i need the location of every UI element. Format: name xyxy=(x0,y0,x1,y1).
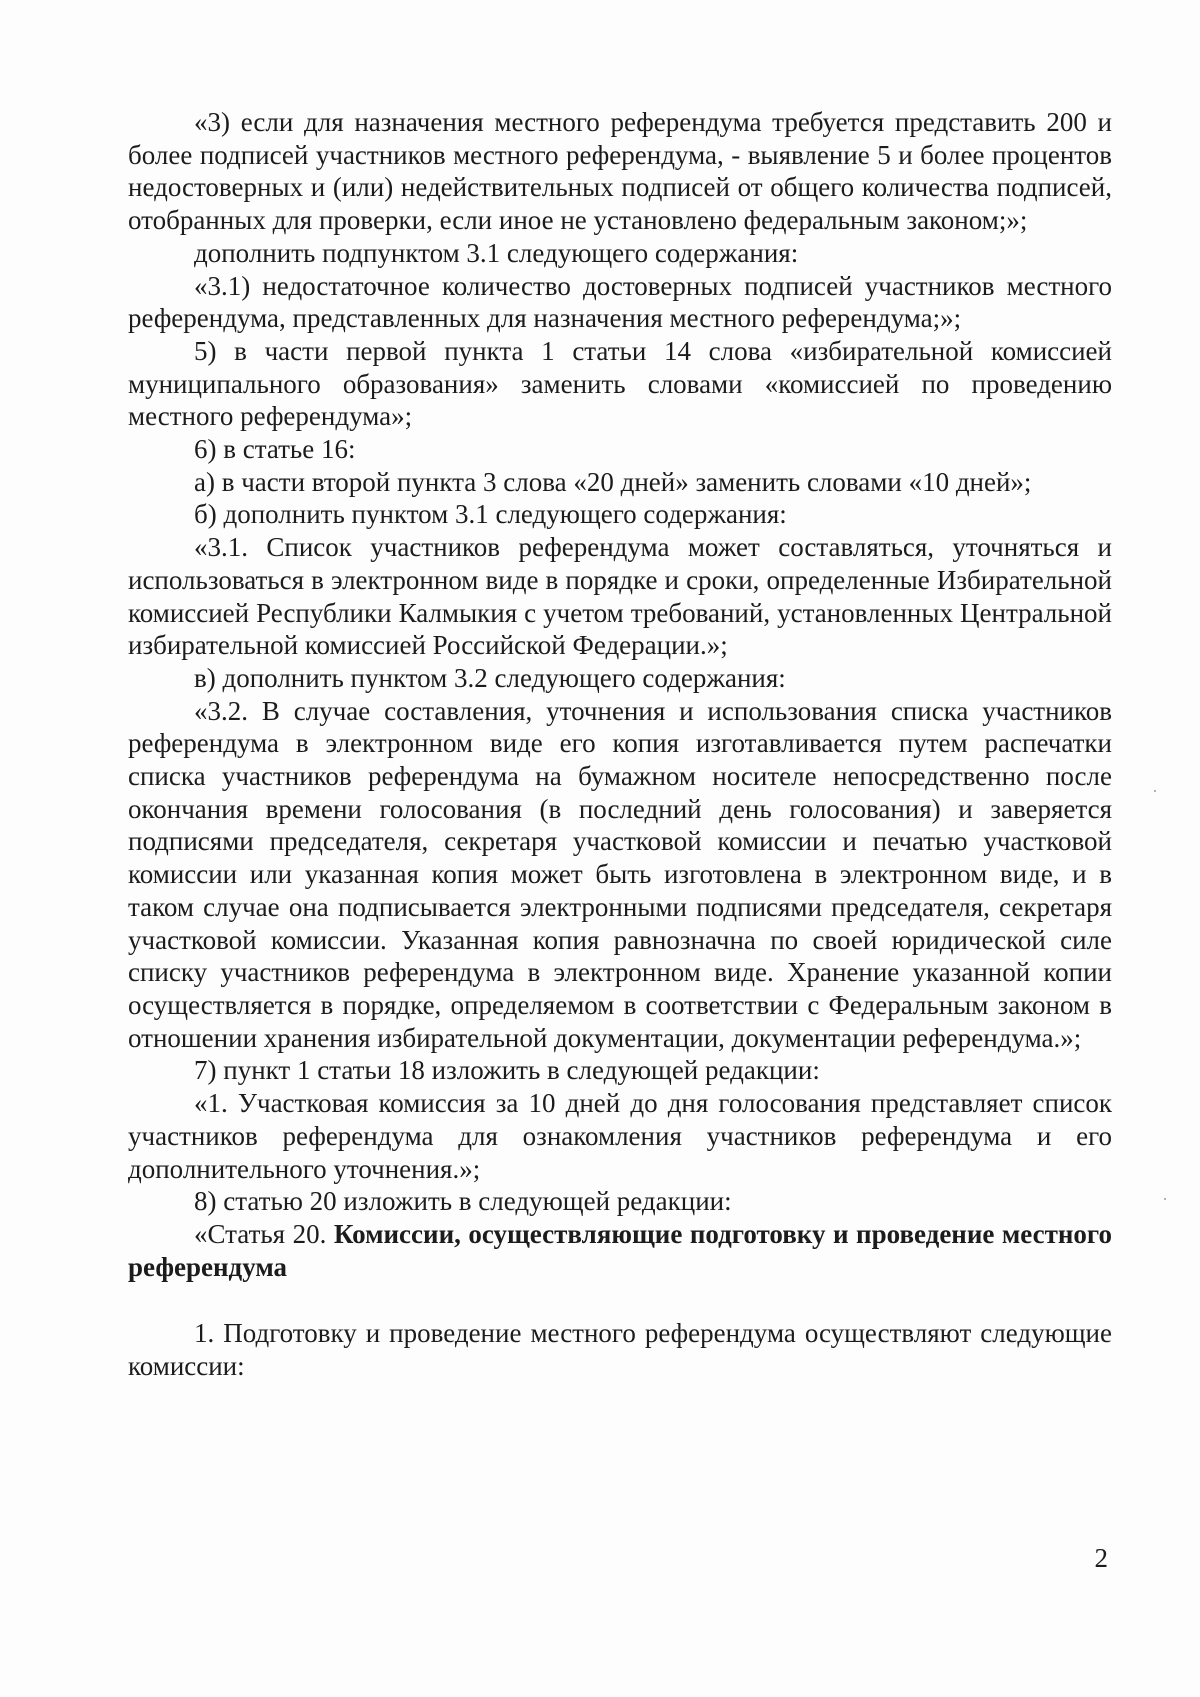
scan-speck xyxy=(1154,790,1156,792)
paragraph-item-6: 6) в статье 16: xyxy=(194,434,356,465)
paragraph-item-7: 7) пункт 1 статьи 18 изложить в следующей редакции: xyxy=(194,1055,820,1086)
scan-speck xyxy=(1164,1198,1166,1200)
article-prefix: «Статья 20. xyxy=(194,1218,334,1249)
paragraph-item-6a: а) в части второй пункта 3 слова «20 дней» заменить словами «10 дней»; xyxy=(194,466,1032,497)
paragraph-item-6v: в) дополнить пунктом 3.2 следующего содержания: xyxy=(194,662,786,693)
paragraph-supplement-3-1: дополнить подпунктом 3.1 следующего содержания: xyxy=(194,237,799,268)
paragraph-item-3: «3) если для назначения местного референдума требуется представить 200 и более подписей участников местного референдума, - выявление 5 и более процентов недостоверных и (или) недействительных подписей от общего количества подписей, отобранных для проверки, если иное не установлено федеральным законом;»; xyxy=(128,107,1112,236)
article-heading xyxy=(128,1218,1112,1283)
page-number: 2 xyxy=(1094,1543,1108,1573)
article-title: Комиссии, осуществляющие подготовку и проведение местного референдума xyxy=(128,1218,1112,1282)
paragraph-item-6b: б) дополнить пунктом 3.1 следующего содержания: xyxy=(194,499,787,530)
document-body xyxy=(128,106,1112,1383)
paragraph-item-5: 5) в части первой пункта 1 статьи 14 слова «избирательной комиссией муниципального образования» заменить словами «комиссией по проведению местного референдума»; xyxy=(128,335,1112,432)
paragraph-article-18-point-1: «1. Участковая комиссия за 10 дней до дня голосования представляет список участников референдума для ознакомления участников референдума и его дополнительного уточнения.»; xyxy=(128,1088,1112,1184)
paragraph-item-8: 8) статью 20 изложить в следующей редакции: xyxy=(194,1186,732,1217)
paragraph-item-3-1: «3.1) недостаточное количество достоверных подписей участников местного референдума, представленных для назначения местного референдума;»; xyxy=(128,270,1112,334)
paragraph-article-20-point-1: 1. Подготовку и проведение местного референдума осуществляют следующие комиссии: xyxy=(128,1318,1112,1382)
paragraph-point-3-1: «3.1. Список участников референдума может составляться, уточняться и использоваться в электронном виде в порядке и сроки, определенные Избирательной комиссией Республики Калмыкия с учетом требований, установленных Центральной избирательной комиссией Российской Федерации.»; xyxy=(128,532,1112,661)
paragraph-point-3-2: «3.2. В случае составления, уточнения и использования списка участников референдума в электронном виде его копия изготавливается путем распечатки списка участников референдума на бумажном носителе непосредственно после окончания времени голосования (в последний день голосования) и заверяется подписями председателя, секретаря участковой комиссии и печатью участковой комиссии или указанная копия может быть изготовлена в электронном виде, и в таком случае она подписывается электронными подписями председателя, секретаря участковой комиссии. Указанная копия равнозначна по своей юридической силе списку участников референдума в электронном виде. Хранение указанной копии осуществляется в порядке, определяемом в соответствии с Федеральным законом в отношении хранения избирательной документации, документации референдума.»; xyxy=(128,695,1112,1053)
